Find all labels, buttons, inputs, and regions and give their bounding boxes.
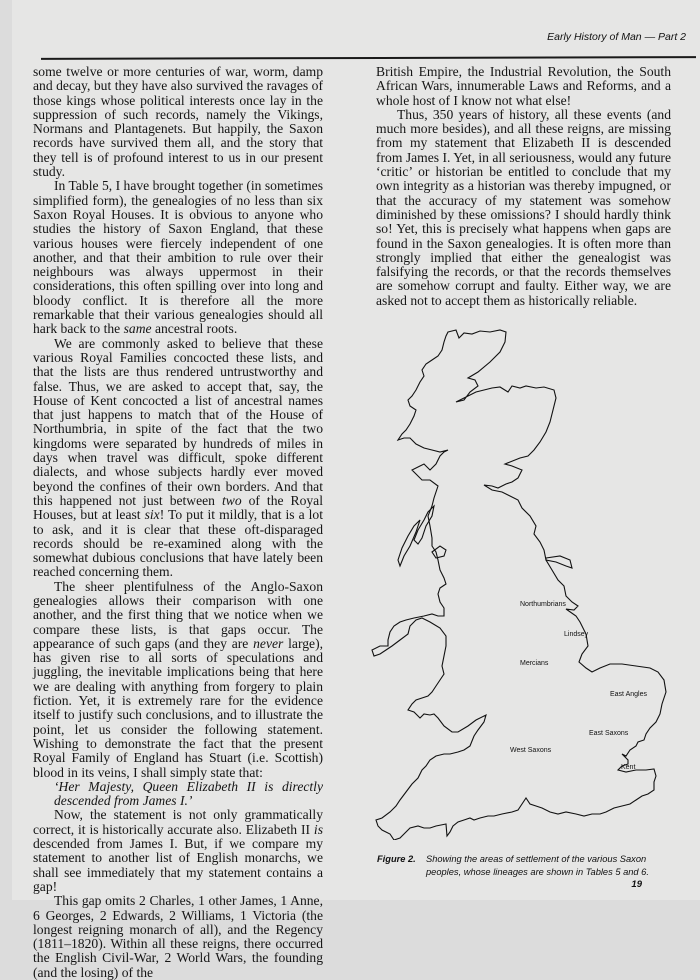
britain-outline [360, 320, 690, 840]
map-label-west-saxons: West Saxons [510, 747, 552, 754]
paragraph [33, 580, 323, 780]
figure-caption-label: Figure 2. [377, 854, 416, 864]
map-label-northumbrians: Northumbrians [520, 601, 566, 608]
emphasis: never [253, 635, 284, 651]
paragraph: Thus, 350 years of history, all these events (and much more besides), and all these reigns, are missing from my statement that Elizabeth II is descended from James I. Yet, in all seriousness, would any future ‘critic’ or historian be entitled to conclude that my own integrity as a historian was thereby impugned, or that the accuracy of my statement was somehow diminished by these omissions? I should hardly think so! Yet, this is precisely what happens when gaps are found in the Saxon genealogies. It is often more than strongly implied that either the genealogist was falsifying the records, or that the records themselves are somehow corrupt and faulty. Either way, we are asked not to accept them as historically reliable. [376, 106, 671, 308]
emphasis: same [123, 321, 152, 337]
paragraph-text: large), has given rise to all sorts of speculations and juggling, the inevitable implications being that here we are dealing with anything from forgery to plain fiction. Yet, it is extremely rare for the evidence itself to justify such conclusions, and to illustrate the point, let us consider the following statement. Wishing to demonstrate the fact that the present Royal Family of England has Stuart (i.e. Scottish) blood in its veins, I shall simply state that: [33, 635, 323, 780]
paragraph [33, 808, 323, 894]
figure-caption [377, 853, 671, 879]
coastline-solway [432, 546, 446, 558]
paragraph-text: Now, the statement is not only grammatically correct, it is historically accurate also. Elizabeth II [33, 807, 323, 837]
emphasis: two [221, 492, 242, 508]
paragraph-text: In Table 5, I have brought together (in sometimes simplified form), the genealogies of no less than six Saxon Royal Houses. It is obvious to anyone who studies the history of Saxon England, that these various houses were fiercely independent of one another, and that their ambition to rule over their neighbours was always uppermost in their considerations, this often spilling over into long and bloody conflict. It is therefore all the more remarkable that their various genealogies should all hark back to the [33, 178, 323, 337]
paragraph-text: The sheer plentifulness of the Anglo-Saxon genealogies allows their comparison with one another, and the first thing that we notice when we compare these lists, is that gaps occur. The appearance of such gaps (and they are [33, 578, 323, 651]
coastline-islay-jura [414, 506, 434, 544]
paragraph-text: ancestral roots. [151, 321, 238, 337]
page-number: 19 [631, 879, 642, 890]
running-head: Early History of Man — Part 2 [547, 31, 686, 43]
paragraph [33, 179, 323, 336]
map-label-lindsey: Lindsey [564, 631, 589, 638]
left-column [33, 65, 323, 980]
map-label-east-saxons: East Saxons [589, 730, 629, 737]
emphasis: is [313, 821, 323, 837]
paragraph-text: We are commonly asked to believe that these various Royal Families concocted these lists, and that the lists are thus rendered untrustworthy and false. Thus, we are asked to accept that, say, the House of Kent concocted a list of ancestral names that just happens to match that of the House of Northumbria, in spite of the fact that the two kingdoms were separated by hundreds of miles in days when travel was difficult, spoke different dialects, and whose subjects hardly ever moved beyond the confines of their own borders. And that this happened not just between [33, 335, 323, 508]
paragraph-text: of the Royal Houses, but at least [33, 492, 323, 523]
block-quote: ‘Her Majesty, Queen Elizabeth II is directly descended from James I.’ [54, 778, 323, 809]
paragraph: British Empire, the Industrial Revolution, the South African Wars, innumerable Laws and Reforms, and a whole host of I know not what else! [376, 64, 671, 108]
right-column [376, 65, 671, 308]
emphasis: six [144, 507, 160, 523]
paragraph-text: ! To put it mildly, that is a lot to ask, and it is clear that these oft-disparaged records should be re-examined along with the somewhat dubious conclusions that have lately been reached concerning them. [33, 507, 323, 580]
paragraph-text: descended from James I. But, if we compare my statement to another list of English monarchs, we shall see immediately that my statement contains a gap! [33, 836, 323, 894]
paragraph: This gap omits 2 Charles, 1 other James, 1 Anne, 6 Georges, 2 Edwards, 2 Williams, 1 Victoria (the longest reigning monarch of all), and the Regency (1811–1820). Within all these reigns, there occurred the English Civil-War, 2 World Wars, the founding (and the losing) of the [33, 893, 323, 980]
figure-caption-text: Showing the areas of settlement of the various Saxon peoples, whose lineages are shown in Tables 5 and 6. [426, 854, 649, 877]
paragraph: some twelve or more centuries of war, worm, damp and decay, but they have also survived the ravages of those kings whose political interests once lay in the suppression of such records, namely the Vikings, Normans and Plantagenets. But happily, the Saxon records have survived them all, and the story that they tell is of profound interest to us in our present study. [33, 64, 323, 180]
map-label-mercians: Mercians [520, 660, 549, 667]
map-label-kent: Kent [621, 764, 636, 771]
britain-map-figure [360, 320, 690, 840]
map-label-east-angles: East Angles [610, 691, 647, 698]
header-rule [41, 56, 696, 60]
paragraph [33, 337, 323, 580]
